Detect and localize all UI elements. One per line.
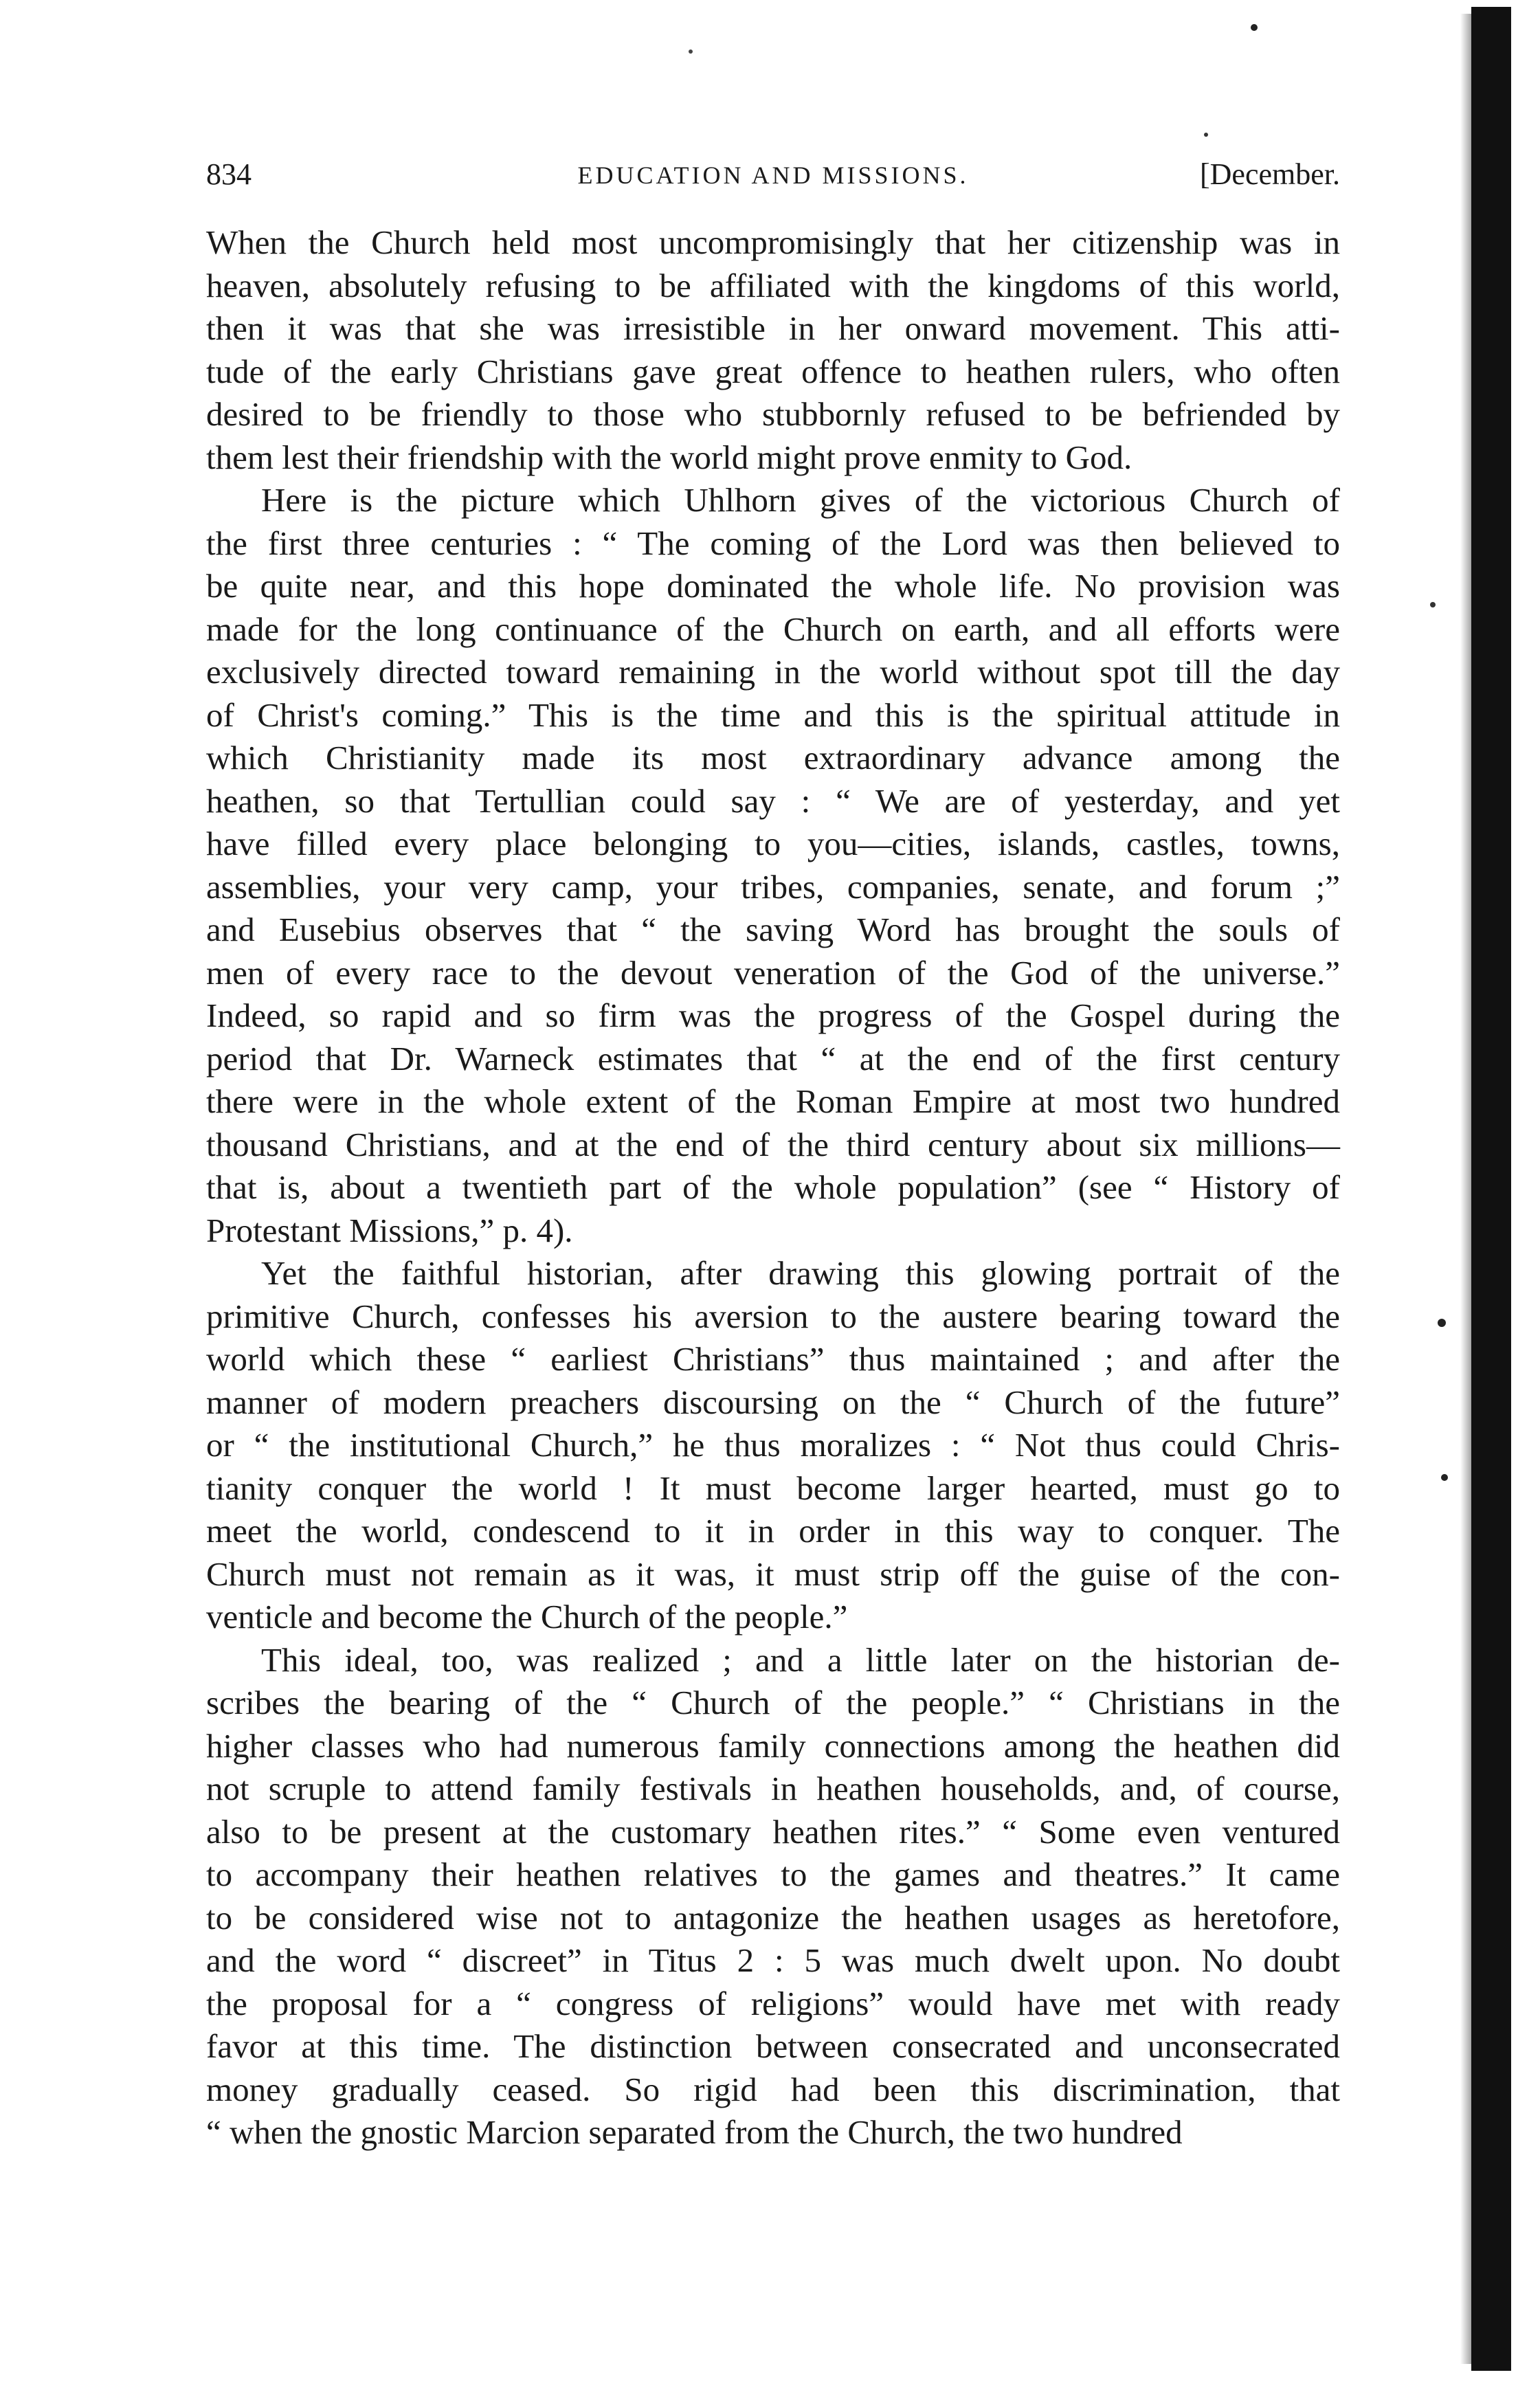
text-line: venticle and become the Church of the people.” xyxy=(206,1598,848,1636)
text-line: desired to be friendly to those who stubbornly refused to be befriended by xyxy=(206,395,1340,433)
text-line: thousand Christians, and at the end of the third century about six millions— xyxy=(206,1125,1340,1163)
text-line: higher classes who had numerous family connections among the heathen did xyxy=(206,1726,1340,1765)
text-line: period that Dr. Warneck estimates that “ at the end of the first century xyxy=(206,1039,1340,1078)
text-line: Protestant Missions,” p. 4). xyxy=(206,1211,573,1249)
text-line: exclusively directed toward remaining in the world without spot till the day xyxy=(206,653,1340,691)
text-line: assemblies, your very camp, your tribes, companies, senate, and forum ;” xyxy=(206,867,1340,906)
text-line: the first three centuries : “ The coming of the Lord was then believed to xyxy=(206,524,1340,562)
paragraph xyxy=(206,221,1340,479)
text-line: Church must not remain as it was, it must strip off the guise of the con- xyxy=(206,1554,1340,1593)
text-line: not scruple to attend family festivals in heathen households, and, of course, xyxy=(206,1770,1340,1807)
text-line: there were in the whole extent of the Roman Empire at most two hundred xyxy=(206,1082,1340,1120)
text-line: heathen, so that Tertullian could say : “ We are of yesterday, and yet xyxy=(206,781,1340,820)
paragraph xyxy=(206,1639,1340,2154)
text-line: men of every race to the devout veneration of the God of the universe.” xyxy=(206,953,1340,992)
text-line: and Eusebius observes that “ the saving Word has brought the souls of xyxy=(206,911,1340,948)
body-text xyxy=(206,221,1340,2154)
text-line: to accompany their heathen relatives to the games and theatres.” It came xyxy=(206,1855,1340,1893)
text-line: Indeed, so rapid and so firm was the progress of the Gospel during the xyxy=(206,996,1340,1034)
text-line: have filled every place belonging to you—cities, islands, castles, towns, xyxy=(206,825,1340,862)
text-line: primitive Church, confesses his aversion to the austere bearing toward the xyxy=(206,1297,1340,1335)
text-line: made for the long continuance of the Church on earth, and all efforts were xyxy=(206,610,1340,648)
text-line: which Christianity made its most extraordinary advance among the xyxy=(206,739,1340,777)
text-line: heaven, absolutely refusing to be affiliated with the kingdoms of this world, xyxy=(206,266,1340,304)
text-line: manner of modern preachers discoursing on the “ Church of the future” xyxy=(206,1383,1340,1421)
text-line: be quite near, and this hope dominated the whole life. No provision was xyxy=(206,567,1340,605)
text-line: When the Church held most uncompromisingly that her citizenship was in xyxy=(206,223,1340,261)
text-line: them lest their friendship with the world might prove enmity to God. xyxy=(206,438,1132,476)
text-line: money gradually ceased. So rigid had been this discrimination, that xyxy=(206,2070,1340,2108)
text-line: “ when the gnostic Marcion separated from the Church, the two hundred xyxy=(206,2113,1183,2151)
text-line: that is, about a twentieth part of the whole population” (see “ History of xyxy=(206,1168,1340,1206)
text-line: also to be present at the customary heathen rites.” “ Some even ventured xyxy=(206,1812,1340,1851)
text-line: scribes the bearing of the “ Church of the people.” “ Christians in the xyxy=(206,1684,1340,1721)
text-line: then it was that she was irresistible in her onward movement. This atti- xyxy=(206,309,1340,347)
text-line: favor at this time. The distinction between consecrated and unconsecrated xyxy=(206,2027,1340,2065)
speck xyxy=(1204,133,1208,137)
speck xyxy=(1251,24,1258,31)
text-line: This ideal, too, was realized ; and a little later on the historian de- xyxy=(261,1640,1340,1679)
running-title: EDUCATION AND MISSIONS. xyxy=(577,161,969,189)
text-line: the proposal for a “ congress of religions” would have met with ready xyxy=(206,1984,1340,2022)
speck xyxy=(1430,602,1436,607)
running-month: [December. xyxy=(1200,157,1340,191)
paragraph xyxy=(206,479,1340,1252)
speck xyxy=(1441,1474,1448,1481)
running-header xyxy=(206,157,1340,198)
text-line: tude of the early Christians gave great offence to heathen rulers, who often xyxy=(206,352,1340,390)
text-line: Yet the faithful historian, after drawing this glowing portrait of the xyxy=(261,1254,1340,1292)
speck xyxy=(689,49,693,54)
text-line: of Christ's coming.” This is the time and this is the spiritual attitude in xyxy=(206,695,1340,734)
paragraph xyxy=(206,1252,1340,1639)
text-line: meet the world, condescend to it in order in this way to conquer. The xyxy=(206,1512,1340,1550)
text-line: tianity conquer the world ! It must become larger hearted, must go to xyxy=(206,1469,1340,1507)
text-line: Here is the picture which Uhlhorn gives of the victorious Church of xyxy=(261,481,1340,519)
text-line: or “ the institutional Church,” he thus moralizes : “ Not thus could Chris- xyxy=(206,1426,1340,1464)
page-number: 834 xyxy=(206,157,252,191)
speck xyxy=(1438,1319,1446,1327)
text-line: to be considered wise not to antagonize the heathen usages as heretofore, xyxy=(206,1898,1340,1937)
text-line: world which these “ earliest Christians” thus maintained ; and after the xyxy=(206,1340,1340,1378)
text-line: and the word “ discreet” in Titus 2 : 5 was much dwelt upon. No doubt xyxy=(206,1941,1340,1979)
